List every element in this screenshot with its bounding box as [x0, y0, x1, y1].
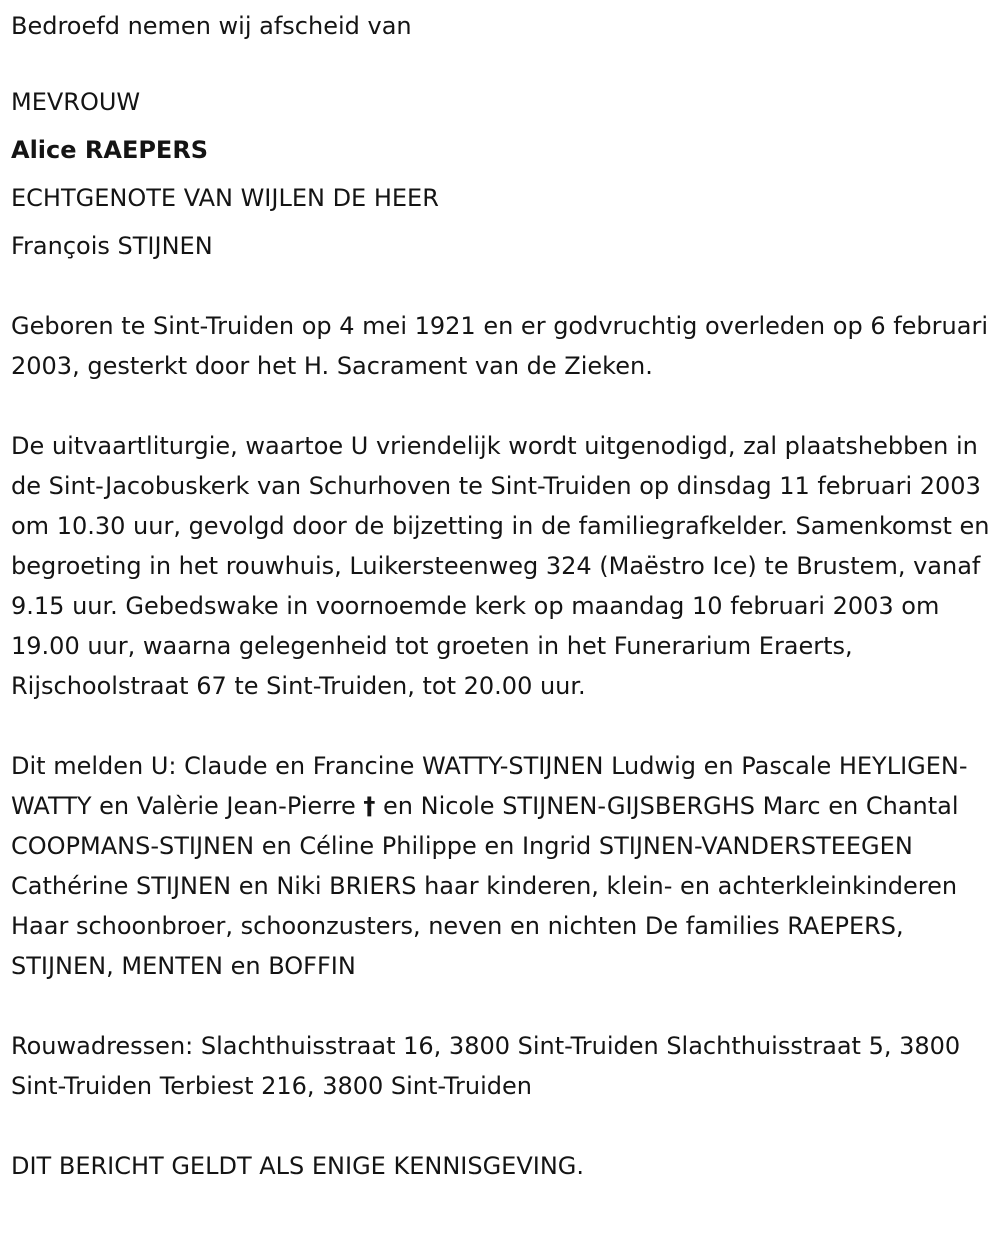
ceremony-paragraph: De uitvaartliturgie, waartoe U vriendelijk wordt uitgenodigd, zal plaatshebben in de Sint-Jacobuskerk van Schurhoven te Sint-Truiden op dinsdag 11 februari 2003 om 10.30 uur, gevolgd door de bijzetting in de familiegrafkelder. Samenkomst en begroeting in het rouwhuis, Luikersteenweg 324 (Maëstro Ice) te Brustem, vanaf 9.15 uur. Gebedswake in voornoemde kerk op maandag 10 februari 2003 om 19.00 uur, waarna gelegenheid tot groeten in het Funerarium Eraerts, Rijschoolstraat 67 te Sint-Truiden, tot 20.00 uur. [11, 432, 990, 700]
closing-text: DIT BERICHT GELDT ALS ENIGE KENNISGEVING. [11, 1152, 585, 1180]
family-text-before-cross: Dit melden U: Claude en Francine WATTY-STIJNEN Ludwig en Pascale HEYLIGEN-WATTY en Valèrie Jean-Pierre [11, 752, 968, 820]
death-notice [11, 6, 993, 1186]
birth-death-paragraph: Geboren te Sint-Truiden op 4 mei 1921 en er godvruchtig overleden op 6 februari 2003, gesterkt door het H. Sacrament van de Zieken. [11, 312, 988, 380]
deceased-name: Alice RAEPERS [11, 136, 209, 164]
spouse-label: ECHTGENOTE VAN WIJLEN DE HEER [11, 184, 439, 212]
intro-text: Bedroefd nemen wij afscheid van [11, 12, 412, 40]
addresses-paragraph: Rouwadressen: Slachthuisstraat 16, 3800 Sint-Truiden Slachthuisstraat 5, 3800 Sint-Truiden Terbiest 216, 3800 Sint-Truiden [11, 1032, 961, 1100]
cross-icon: † [363, 792, 376, 820]
title-text: MEVROUW [11, 88, 141, 116]
spouse-name: François STIJNEN [11, 232, 213, 260]
family-text-after-cross: en Nicole STIJNEN-GIJSBERGHS Marc en Chantal COOPMANS-STIJNEN en Céline Philippe en Ingrid STIJNEN-VANDERSTEEGEN Cathérine STIJNEN en Niki BRIERS haar kinderen, klein- en achterkleinkinderen Haar schoonbroer, schoonzusters, neven en nichten De families RAEPERS, STIJNEN, MENTEN en BOFFIN [11, 792, 959, 980]
family-paragraph [11, 746, 993, 986]
